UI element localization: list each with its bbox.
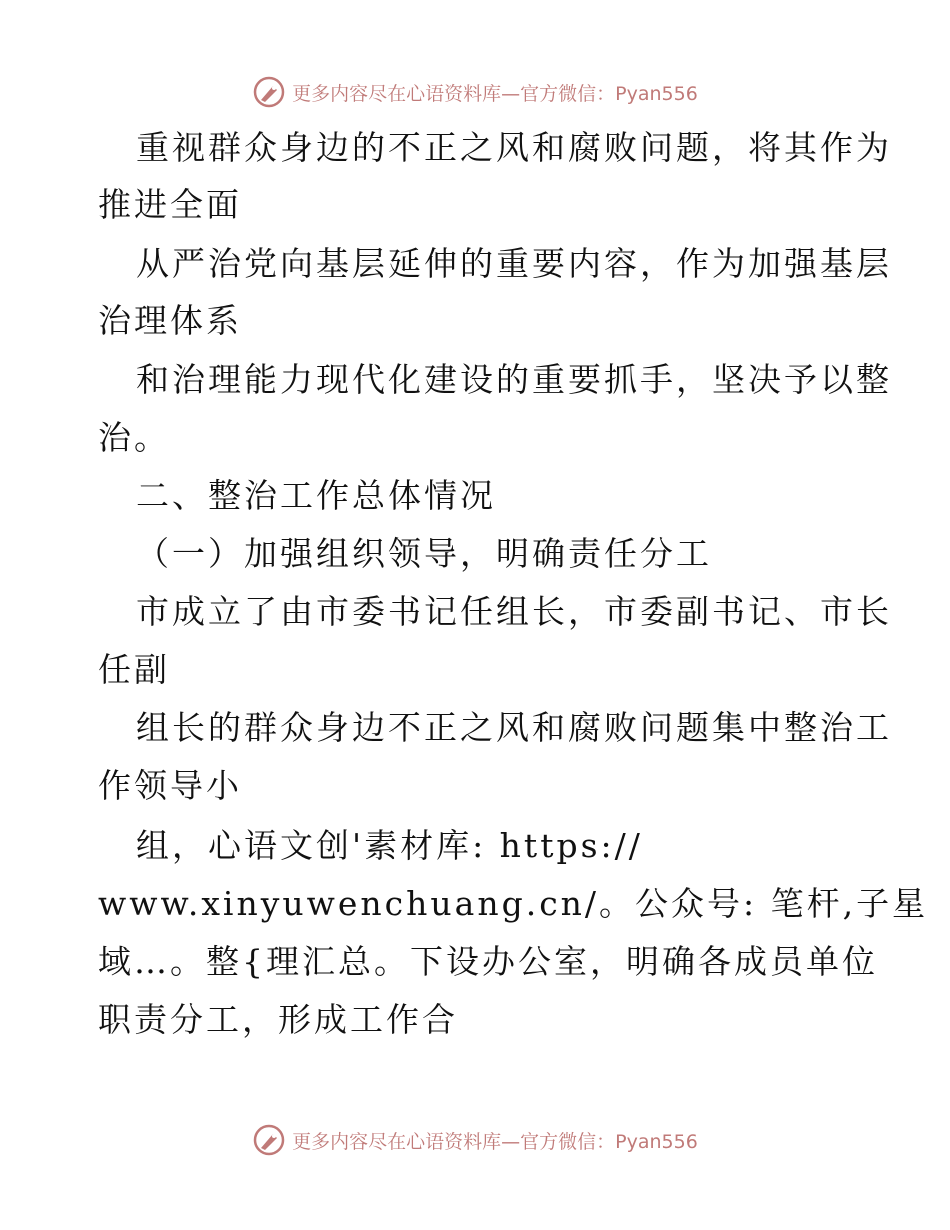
paragraph-line: 域…。整{理汇总。下设办公室，明确各成员单位 [98,942,878,981]
pen-nib-logo-icon [252,75,286,109]
paragraph-line: 市成立了由市委书记任组长，市委副书记、市长 [136,592,892,631]
paragraph-line: 和治理能力现代化建设的重要抓手，坚决予以整 [136,360,892,399]
section-heading: 二、整治工作总体情况 [136,476,496,515]
subsection-heading: （一）加强组织领导，明确责任分工 [136,534,712,573]
paragraph-line: 重视群众身边的不正之风和腐败问题，将其作为 [136,128,892,167]
paragraph-line: 作领导小 [98,766,242,805]
footer-watermark [0,1120,950,1160]
paragraph-line: 任副 [98,650,170,689]
pen-nib-logo-icon [252,1123,286,1157]
paragraph-line: 推进全面 [98,185,242,224]
paragraph-line: 治。 [98,418,170,457]
paragraph-line: 组长的群众身边不正之风和腐败问题集中整治工 [136,708,892,747]
watermark-text: 更多内容尽在心语资料库—官方微信：Pyan556 [292,82,698,105]
paragraph-line: 组，心语文创'素材库: https:// [136,826,643,865]
watermark-text: 更多内容尽在心语资料库—官方微信：Pyan556 [292,1130,698,1153]
paragraph-line: 从严治党向基层延伸的重要内容，作为加强基层 [136,244,892,283]
paragraph-line: www.xinyuwenchuang.cn/。公众号: 笔杆,子星 [98,884,929,923]
paragraph-line: 治理体系 [98,301,242,340]
header-watermark [0,72,950,112]
paragraph-line: 职责分工，形成工作合 [98,1000,458,1039]
